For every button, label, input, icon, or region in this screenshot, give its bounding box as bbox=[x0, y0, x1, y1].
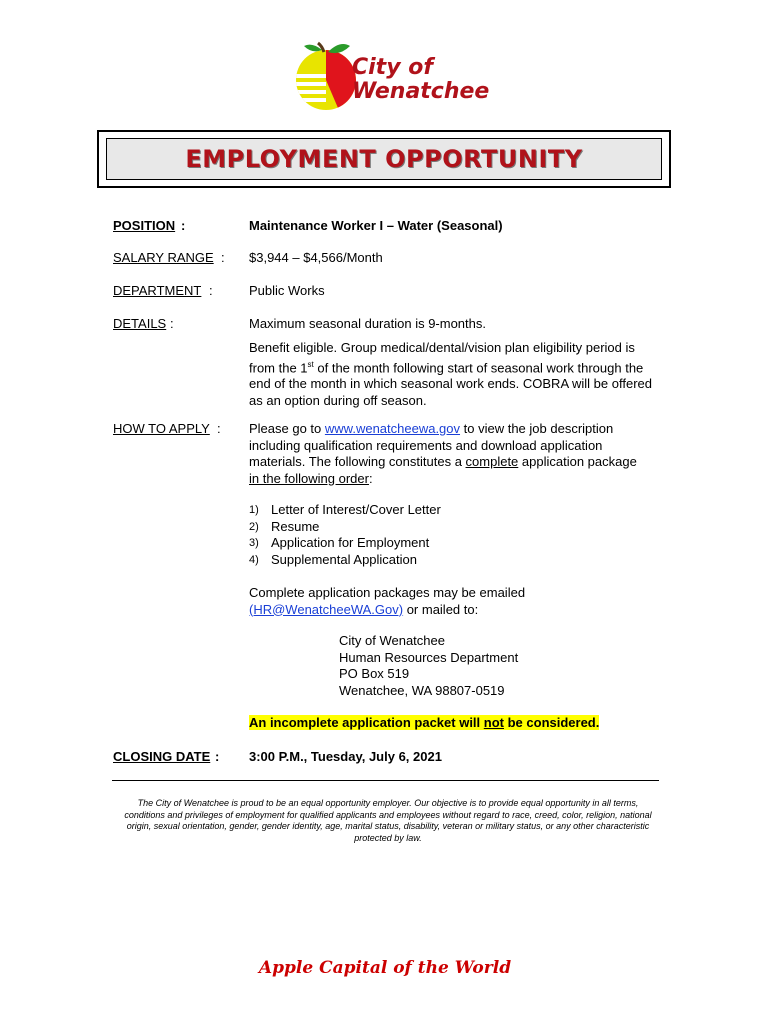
list-text: Application for Employment bbox=[271, 535, 430, 550]
salary-label-text: SALARY RANGE bbox=[113, 250, 214, 265]
application-list bbox=[249, 502, 441, 568]
closing-label bbox=[113, 749, 210, 764]
department-label bbox=[113, 283, 201, 298]
department-label-text: DEPARTMENT bbox=[113, 283, 202, 298]
apply-text-1: Please go to bbox=[249, 421, 325, 436]
warning-text-3: be considered. bbox=[504, 715, 600, 730]
warning-highlight bbox=[249, 715, 599, 730]
address-line: Human Resources Department bbox=[339, 649, 519, 665]
apply-colon: : bbox=[217, 421, 221, 436]
banner-inner bbox=[106, 138, 662, 180]
benefits-text-b: of the month following start of seasonal work through the end of the month in which seasonal work ends. COBRA will be offered as an option during off season. bbox=[249, 359, 652, 408]
address-line: Wenatchee, WA 98807-0519 bbox=[339, 682, 505, 698]
position-label bbox=[113, 218, 175, 233]
warning-text-not: not bbox=[483, 715, 504, 730]
position-value: Maintenance Worker I – Water (Seasonal) bbox=[249, 218, 503, 233]
benefits-sup: st bbox=[307, 359, 314, 369]
website-link[interactable]: www.wenatcheewa.gov bbox=[324, 421, 461, 436]
logo-line-2: Wenatchee bbox=[352, 79, 490, 104]
benefits-text-a: Benefit eligible. Group medical/dental/vision plan eligibility period is from the 1 bbox=[249, 340, 635, 375]
eeo-statement: The City of Wenatchee is proud to be an equal opportunity employer. Our objective is to provide equal opportunity in all terms, conditions and privileges of employment for qualified applicants and employees without regard to race, creed, color, religion, national origin, sexual orientation, gender, gender identity, age, marital status, disability, veteran or military status, or any other characteristic protected by law. bbox=[124, 798, 652, 843]
list-number: 2) bbox=[249, 520, 259, 533]
apply-text-2: to view the job description including qualification requirements and download application materials. The following constitutes a bbox=[249, 421, 614, 469]
mailing-address bbox=[339, 633, 518, 699]
address-line: City of Wenatchee bbox=[339, 633, 445, 648]
address-line: PO Box 519 bbox=[339, 666, 410, 681]
department-colon: : bbox=[209, 283, 213, 298]
closing-value: 3:00 P.M., Tuesday, July 6, 2021 bbox=[249, 749, 442, 764]
list-item bbox=[249, 519, 441, 536]
warning-text-1: An incomplete application packet will bbox=[249, 715, 484, 730]
divider bbox=[112, 780, 659, 781]
logo-line-1: City of bbox=[352, 55, 433, 80]
apply-label bbox=[113, 421, 210, 436]
details-duration: Maximum seasonal duration is 9-months. bbox=[249, 316, 486, 331]
position-label-text: POSITION bbox=[113, 218, 176, 233]
department-value: Public Works bbox=[249, 283, 325, 298]
closing-label-text: CLOSING DATE bbox=[113, 749, 211, 764]
salary-label bbox=[113, 250, 214, 265]
details-colon: : bbox=[170, 316, 174, 331]
list-number: 4) bbox=[249, 553, 259, 566]
page-title: EMPLOYMENT OPPORTUNITY bbox=[185, 145, 583, 173]
apply-text-6: : bbox=[368, 470, 373, 486]
incomplete-warning bbox=[249, 715, 669, 732]
apply-instructions bbox=[249, 421, 649, 487]
salary-value: $3,944 – $4,566/Month bbox=[249, 250, 383, 265]
logo-wordmark bbox=[352, 56, 489, 104]
email-text-1: Complete application packages may be emailed bbox=[249, 585, 526, 600]
footer-tagline: Apple Capital of the World bbox=[258, 958, 512, 978]
salary-colon: : bbox=[221, 250, 225, 265]
position-colon: : bbox=[181, 218, 186, 233]
apply-text-complete: complete bbox=[465, 454, 519, 469]
list-item bbox=[249, 535, 441, 552]
apply-text-order: in the following order bbox=[249, 470, 369, 486]
details-label bbox=[113, 316, 166, 331]
list-number: 1) bbox=[249, 504, 259, 516]
banner bbox=[97, 130, 671, 188]
email-instruction bbox=[249, 585, 669, 618]
list-number: 3) bbox=[249, 537, 259, 549]
email-text-2: or mailed to: bbox=[403, 601, 479, 617]
apply-text-4: application package bbox=[518, 454, 637, 469]
details-benefits bbox=[249, 340, 659, 409]
list-item bbox=[249, 502, 441, 519]
list-text: Letter of Interest/Cover Letter bbox=[271, 502, 441, 517]
list-text: Supplemental Application bbox=[271, 551, 417, 567]
details-label-text: DETAILS bbox=[113, 316, 167, 331]
list-item bbox=[249, 552, 441, 569]
apply-label-text: HOW TO APPLY bbox=[113, 421, 210, 436]
email-link[interactable]: (HR@WenatcheeWA.Gov) bbox=[249, 601, 404, 617]
list-text: Resume bbox=[271, 518, 320, 534]
closing-colon: : bbox=[215, 749, 220, 764]
